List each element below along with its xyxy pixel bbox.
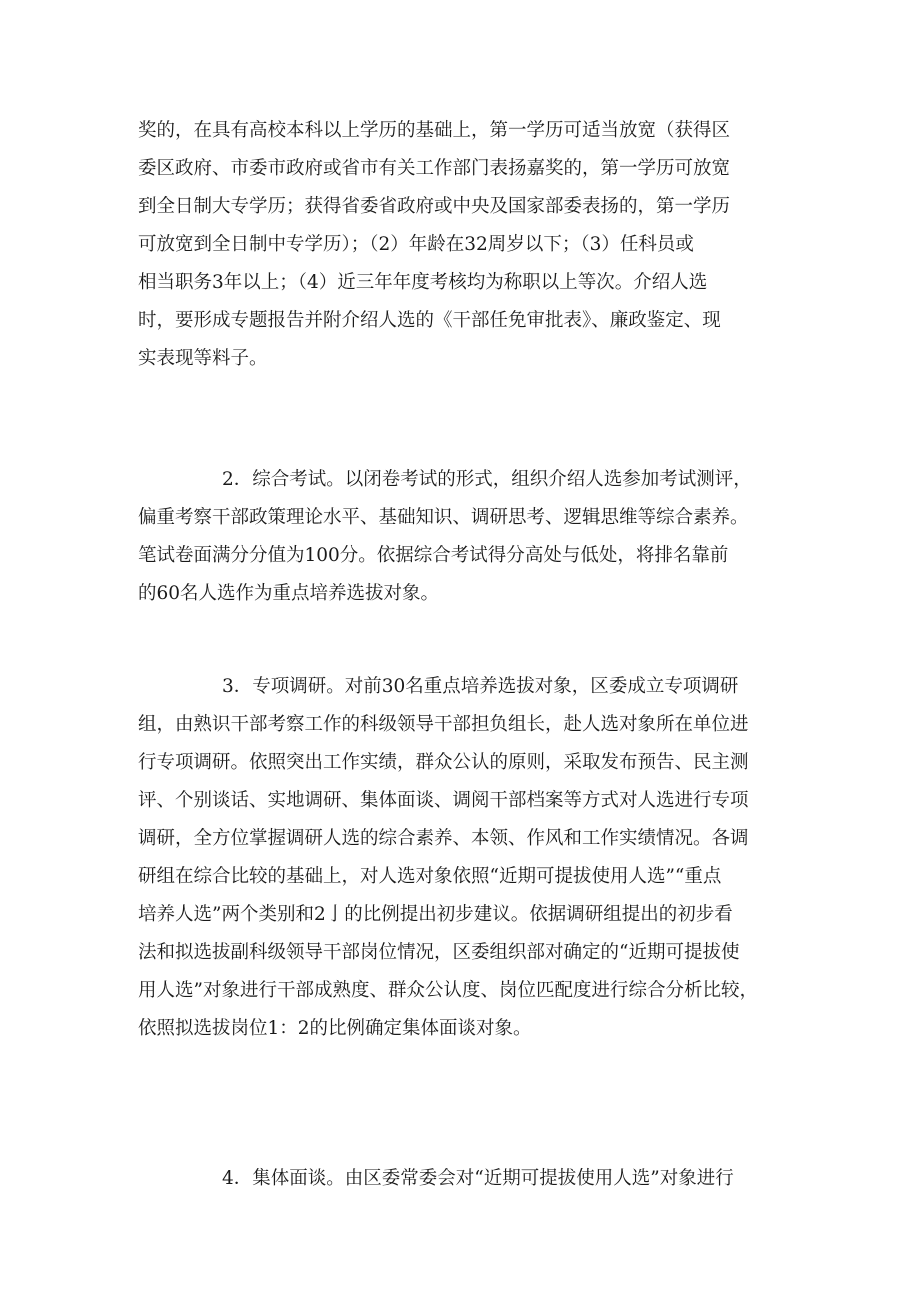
text-line: 4．集体面谈。由区委常委会对“近期可提拔使用人选”对象进行	[222, 1168, 734, 1189]
paragraph-comprehensive-exam	[138, 463, 818, 611]
text-line: 的60名人选作为重点培养选拔对象。	[138, 583, 440, 604]
paragraph-special-research	[138, 670, 818, 1046]
paragraph-group-interview	[138, 1162, 818, 1196]
text-line: 3．专项调研。对前30名重点培养选拔对象，区委成立专项调研	[222, 676, 739, 697]
text-line: 依照拟选拔岗位1：2的比例确定集体面谈对象。	[138, 1018, 532, 1039]
text-line: 法和拟选拔副科级领导干部岗位情况，区委组织部对确定的“近期可提拔使	[138, 942, 740, 963]
text-line: 评、个别谈话、实地调研、集体面谈、调阅干部档案等方式对人选进行专项	[138, 790, 749, 811]
text-line: 时，要形成专题报告并附介绍人选的《干部任免审批表》、廉政鉴定、现	[138, 310, 721, 331]
text-line: 到全日制大专学历；获得省委省政府或中央及国家部委表扬的，第一学历	[138, 196, 731, 217]
text-line: 可放宽到全日制中专学历）；（2）年龄在32周岁以下；（3）任科员或	[138, 234, 694, 255]
text-line: 奖的，在具有高校本科以上学历的基础上，第一学历可适当放宽（获得区	[138, 120, 731, 141]
text-line: 用人选”对象进行干部成熟度、群众公认度、岗位匹配度进行综合分析比较，	[138, 980, 758, 1001]
text-line: 委区政府、市委市政府或省市有关工作部门表扬嘉奖的，第一学历可放宽	[138, 158, 731, 179]
paragraph-qualifications	[138, 114, 818, 376]
text-line: 2．综合考试。以闭卷考试的形式，组织介绍人选参加考试测评，	[222, 469, 752, 490]
text-line: 行专项调研。依照突出工作实绩，群众公认的原则，采取发布预告、民主测	[138, 752, 749, 773]
text-line: 组，由熟识干部考察工作的科级领导干部担负组长，赴人选对象所在单位进	[138, 714, 749, 735]
text-line: 实表现等料子。	[138, 348, 268, 369]
text-line: 笔试卷面满分分值为100分。依据综合考试得分高处与低处，将排名靠前	[138, 545, 729, 566]
text-line: 调研，全方位掌握调研人选的综合素养、本领、作风和工作实绩情况。各调	[138, 828, 749, 849]
text-line: 相当职务3年以上；（4）近三年年度考核均为称职以上等次。介绍人选	[138, 272, 708, 293]
text-line: 偏重考察干部政策理论水平、基础知识、调研思考、逻辑思维等综合素养。	[138, 507, 749, 528]
text-line: 培养人选”两个类别和2亅的比例提出初步建议。依据调研组提出的初步看	[138, 904, 733, 925]
text-line: 研组在综合比较的基础上，对人选对象依照“近期可提拔使用人选”“重点	[138, 866, 722, 887]
